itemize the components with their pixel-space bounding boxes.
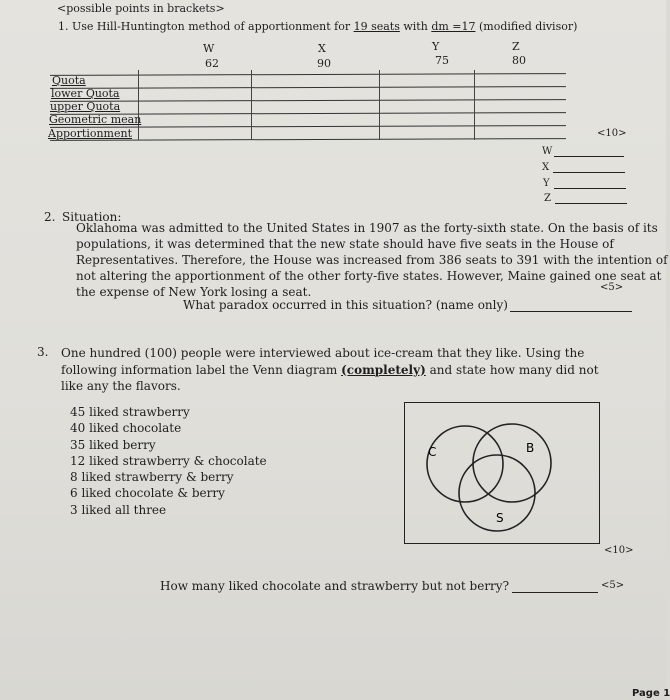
q3-number: 3. bbox=[37, 345, 49, 359]
q2-number: 2. bbox=[44, 210, 56, 224]
row-lower-quota: lower Quota bbox=[51, 87, 120, 100]
answer-blank-y[interactable] bbox=[554, 188, 626, 189]
col-state-z: Z bbox=[512, 40, 520, 53]
answer-label-x: X bbox=[542, 162, 550, 173]
col-pop-y: 75 bbox=[435, 54, 449, 67]
points-note: <possible points in brackets> bbox=[57, 2, 225, 15]
q1-seats: 19 seats bbox=[353, 20, 400, 33]
q3-completely: (completely) bbox=[341, 362, 426, 377]
answer-blank-z[interactable] bbox=[555, 203, 627, 204]
q3-question-points: <5> bbox=[601, 580, 625, 591]
q2-situation: Oklahoma was admitted to the United States in 1907 as the forty-sixth state. On the basis of its populations, it was determined that the new state should have five seats in the House of Representatives. Therefore, the House was increased from 386 seats to 391 with the intention of not altering the apportionment of the other forty-five states. However, Maine gained one seat at the expense of New York losing a seat. bbox=[76, 221, 668, 299]
venn-diagram bbox=[404, 402, 600, 544]
q3-question: How many liked chocolate and strawberry but not berry? bbox=[160, 579, 510, 593]
venn-label-s: S bbox=[496, 511, 504, 525]
q3-venn-points: <10> bbox=[604, 545, 634, 556]
answer-label-y: Y bbox=[543, 178, 550, 189]
fact-strawberry-berry: 8 liked strawberry & berry bbox=[70, 470, 234, 485]
page-number: Page 1 bbox=[632, 688, 670, 699]
fact-berry: 35 liked berry bbox=[70, 437, 156, 452]
row-apportionment: Apportionment bbox=[48, 127, 132, 140]
row-upper-quota: upper Quota bbox=[50, 100, 121, 113]
q1-points: <10> bbox=[597, 128, 627, 139]
q1-prompt: Use Hill-Huntington method of apportionment for 19 seats with dm =17 (modified divisor) bbox=[72, 20, 578, 33]
col-state-x: X bbox=[318, 42, 326, 55]
venn-circle-chocolate bbox=[427, 426, 503, 502]
q2-label: Situation: bbox=[62, 210, 122, 224]
row-quota: Quota bbox=[52, 74, 86, 87]
answer-label-z: Z bbox=[544, 193, 551, 204]
answer-blank-x[interactable] bbox=[553, 172, 625, 173]
col-pop-w: 62 bbox=[205, 57, 219, 70]
answer-blank-w[interactable] bbox=[554, 156, 624, 157]
venn-label-c: C bbox=[428, 445, 437, 459]
col-pop-x: 90 bbox=[317, 57, 331, 70]
venn-label-b: B bbox=[526, 441, 535, 455]
q2-points: <5> bbox=[600, 282, 624, 293]
q3-answer-blank[interactable] bbox=[512, 592, 598, 593]
col-state-w: W bbox=[203, 42, 215, 55]
q1-number: 1. bbox=[58, 20, 69, 33]
q2-question: What paradox occurred in this situation? (name only) bbox=[183, 298, 508, 312]
col-state-y: Y bbox=[432, 40, 440, 53]
fact-chocolate: 40 liked chocolate bbox=[70, 421, 182, 436]
row-geometric-mean: Geometric mean bbox=[49, 113, 142, 126]
col-pop-z: 80 bbox=[512, 54, 526, 67]
q1-divisor: dm =17 bbox=[431, 20, 476, 33]
answer-label-w: W bbox=[542, 146, 553, 157]
fact-strawberry-chocolate: 12 liked strawberry & chocolate bbox=[70, 453, 267, 468]
q3-facts-list bbox=[70, 404, 267, 518]
fact-strawberry: 45 liked strawberry bbox=[70, 405, 190, 419]
fact-all-three: 3 liked all three bbox=[70, 502, 167, 517]
fact-chocolate-berry: 6 liked chocolate & berry bbox=[70, 486, 225, 501]
q2-answer-blank[interactable] bbox=[510, 311, 632, 312]
venn-circle-berry bbox=[473, 424, 551, 502]
q3-prompt: One hundred (100) people were interviewed about ice-cream that they like. Using the following information label the Venn diagram (completely) and state how many did not like any the flavors. bbox=[61, 346, 599, 393]
